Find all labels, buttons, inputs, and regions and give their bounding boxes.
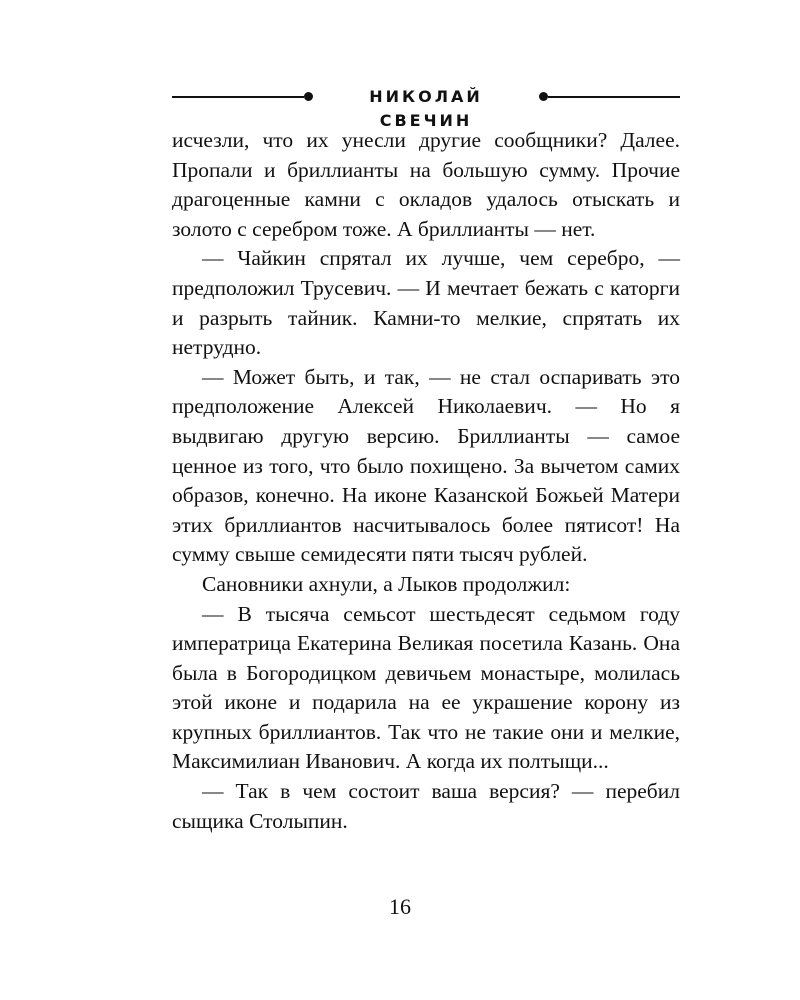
paragraph: — Так в чем состоит ваша версия? — перебил сыщика Столыпин. [172,779,680,833]
body-text [172,126,680,836]
header-author-name: НИКОЛАЙ СВЕЧИН [369,87,483,130]
page-number: 16 [389,894,411,919]
bullet-dot-icon [539,92,548,101]
header-rule-right [548,96,680,98]
header-rule-left [172,96,304,98]
bullet-dot-icon [304,92,313,101]
paragraph: Сановники ахнули, а Лыков продолжил: [202,571,571,596]
paragraph: — Может быть, и так, — не стал оспаривать это предположение Алексей Николаевич. — Но я выдвигаю другую версию. Бриллианты — самое ценное из того, что было похищено. За вычетом самих образов, конечно. На иконе Казанской Божьей Матери этих бриллиантов насчитывалось более пятисот! На сумму свыше семидесяти пяти тысяч рублей. [172,364,680,567]
paragraph: — В тысяча семьсот шестьдесят седьмом году императрица Екатерина Великая посетила Казань. Она была в Богородицком девичьем монастыре, молилась этой иконе и подарила на ее украшение корону из крупных бриллиантов. Так что не такие они и мелкие, Максимилиан Иванович. А когда их полтыщи... [172,601,680,774]
running-header [172,84,680,130]
paragraph: исчезли, что их унесли другие сообщники? Далее. Пропали и бриллианты на большую сумму. Прочие драгоценные камни с окладов удалось отыскать и золото с серебром тоже. А бриллианты — нет. [172,128,680,241]
paragraph: — Чайкин спрятал их лучше, чем серебро, — предположил Трусевич. — И мечтает бежать с каторги и разрыть тайник. Камни-то мелкие, спрятать их нетрудно. [172,246,680,360]
